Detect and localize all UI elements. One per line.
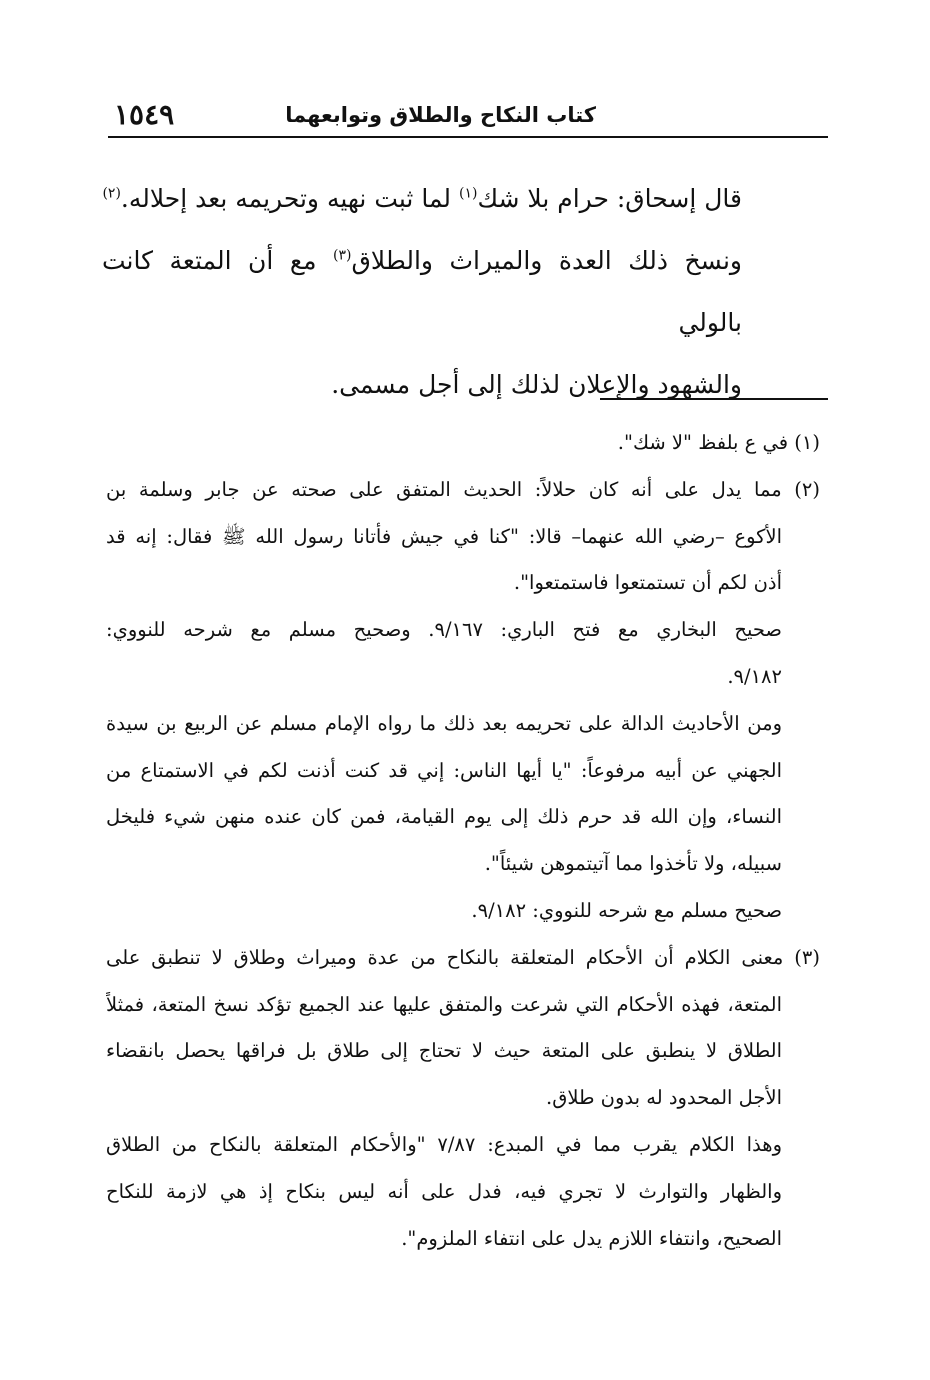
- main-text-line: والشهود والإعلان لذلك إلى أجل مسمى.: [331, 370, 742, 399]
- footnote-line: (٣) معنى الكلام أن الأحكام المتعلقة بالنكاح من عدة وميراث وطلاق لا تنطبق على: [106, 945, 820, 969]
- footnote-line: الطلاق لا ينطبق على المتعة حيث لا تحتاج إلى طلاق بل فراقها يحصل بانقضاء: [106, 1039, 782, 1063]
- main-text-line: ونسخ ذلك العدة والميراث والطلاق$^{(٣)}$ مع أن المتعة كانت بالولي: [102, 246, 742, 337]
- footnote-line: المتعة، فهذه الأحكام التي شرعت والمتفق عليها عند الجميع تؤكد نسخ المتعة، فمثلاً: [106, 992, 782, 1016]
- footnote-line: صحيح مسلم مع شرحه للنووي: ٩/١٨٢.: [471, 898, 782, 922]
- footnote-line: أذن لكم أن تستمتعوا فاستمتعوا".: [513, 571, 782, 595]
- running-header: [108, 96, 828, 138]
- footnote-line: الصحيح، وانتفاء اللازم يدل على انتفاء الملزوم".: [401, 1226, 782, 1250]
- page-number: ١٥٤٩: [114, 98, 175, 131]
- footnote-line: سبيله، ولا تأخذوا مما آتيتموهن شيئاً".: [484, 852, 782, 876]
- footnote-separator: [600, 398, 828, 400]
- footnote-ref[interactable]: (٣): [333, 247, 352, 264]
- footnote-line: (١) في ع بلفظ "لا شك".: [617, 431, 820, 454]
- footnote-line: وهذا الكلام يقرب مما في المبدع: ٧/٨٧ "والأحكام المتعلقة بالنكاح من الطلاق: [106, 1132, 783, 1156]
- footnote-line: صحيح البخاري مع فتح الباري: ٩/١٦٧. وصحيح مسلم مع شرحه للنووي:: [106, 618, 782, 642]
- book-title: كتاب النكاح والطلاق وتوابعهما: [285, 103, 596, 127]
- footnote-line: ٩/١٨٢.: [727, 664, 782, 688]
- main-text: [102, 168, 742, 416]
- footnote-ref[interactable]: (٢): [102, 185, 121, 202]
- footnote-ref[interactable]: (١): [458, 185, 478, 202]
- footnotes: [106, 420, 820, 1262]
- footnote-line: الجهني عن أبيه مرفوعاً: "يا أيها الناس: إني قد كنت أذنت لكم في الاستمتاع من: [106, 758, 782, 782]
- footnote-line: ومن الأحاديث الدالة على تحريمه بعد ذلك ما رواه الإمام مسلم عن الربيع بن سيدة: [106, 711, 782, 735]
- footnote-line: النساء، وإن الله قد حرم ذلك إلى يوم القيامة، فمن كان عنده منهن شيء فليخل: [106, 805, 782, 829]
- footnote-line: والظهار والتوارث لا تجري فيه، فدل على أنه ليس بنكاح إذ هي لازمة للنكاح: [106, 1179, 782, 1203]
- main-text-line: قال إسحاق: حرام بلا شك$^{(١)}$ لما ثبت نهيه وتحريمه بعد إحلاله.$^{(٢)}$: [102, 184, 742, 213]
- footnote-line: الأجل المحدود له بدون طلاق.: [546, 1086, 782, 1110]
- footnote-line: (٢) مما يدل على أنه كان حلالاً: الحديث المتفق على صحته عن جابر وسلمة بن: [106, 477, 820, 501]
- footnote-line: الأكوع –رضي الله عنهما– قالا: "كنا في جيش فأتانا رسول الله ﷺ فقال: إنه قد: [106, 524, 782, 548]
